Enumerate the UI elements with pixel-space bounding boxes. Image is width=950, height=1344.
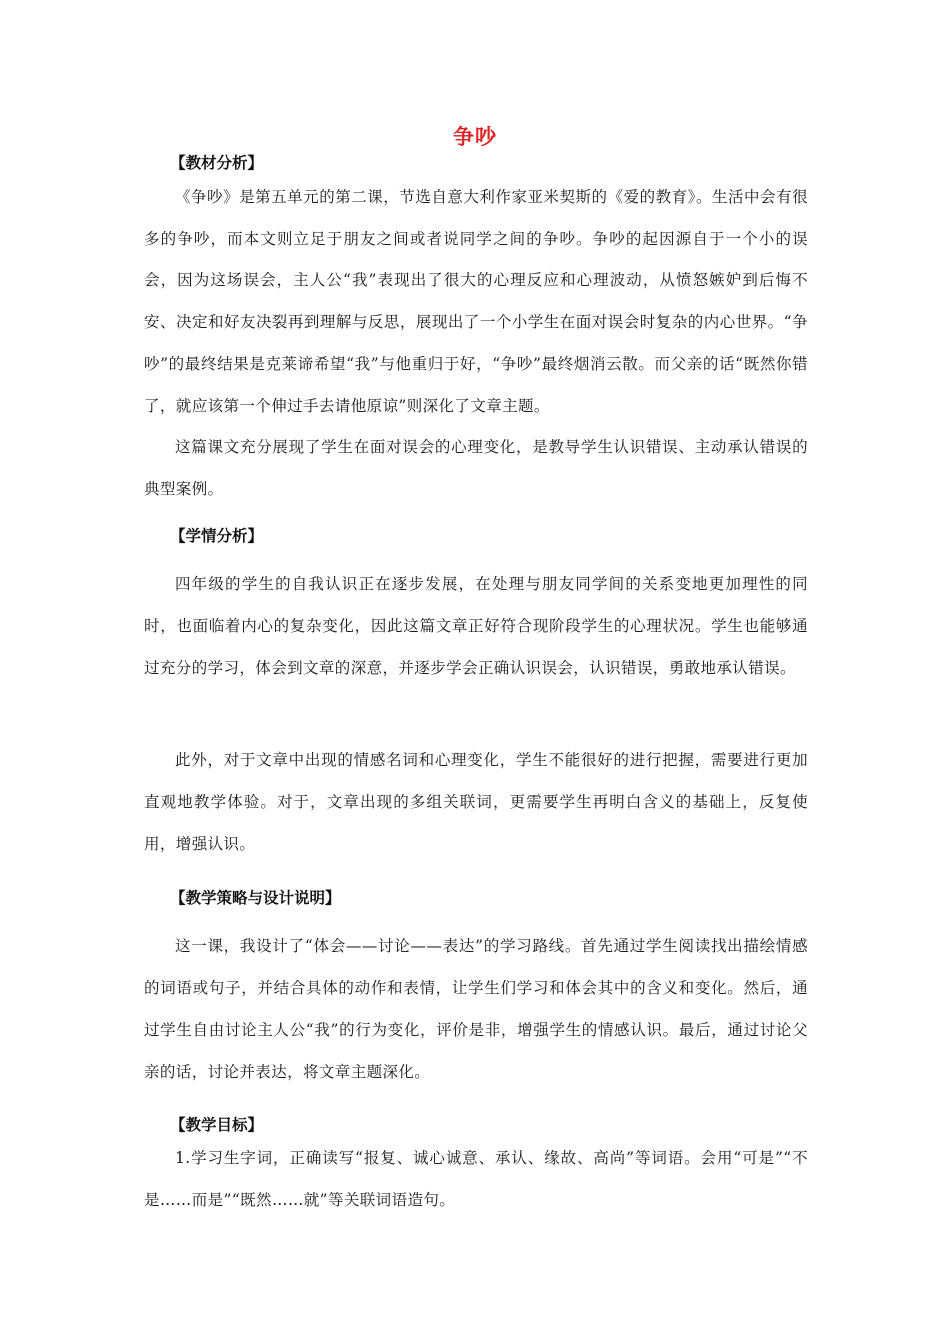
- paragraph-teaching-strategy-1: 这一课，我设计了“体会——讨论——表达”的学习路线。首先通过学生阅读找出描绘情感的词语或句子，并结合具体的动作和表情，让学生们学习和体会其中的含义和变化。然后，通过学生自由讨论主人公“我”的行为变化，评价是非，增强学生的情感认识。最后，通过讨论父亲的话，讨论并表达，将文章主题深化。: [144, 937, 808, 1081]
- document-title: 争吵: [453, 125, 497, 149]
- paragraph-textbook-analysis-1: 《争吵》是第五单元的第二课，节选自意大利作家亚米契斯的《爱的教育》。生活中会有很多的争吵，而本文则立足于朋友之间或者说同学之间的争吵。争吵的起因源自于一个小的误会，因为这场误会，主人公“我”表现出了很大的心理反应和心理波动，从愤怒嫉妒到后悔不安、决定和好友决裂再到理解与反思，展现出了一个小学生在面对误会时复杂的内心世界。“争吵”的最终结果是克莱谛希望“我”与他重归于好，“争吵”最终烟消云散。而父亲的话“既然你错了，就应该第一个伸过手去请他原谅”则深化了文章主题。: [144, 188, 808, 415]
- section-heading-student-analysis: 【学情分析】: [170, 527, 264, 545]
- section-heading-teaching-strategy: 【教学策略与设计说明】: [170, 889, 341, 907]
- section-heading-teaching-goals: 【教学目标】: [170, 1116, 264, 1134]
- section-heading-textbook-analysis: 【教材分析】: [170, 154, 264, 172]
- paragraph-textbook-analysis-2: 这篇课文充分展现了学生在面对误会的心理变化，是教导学生认识错误、主动承认错误的典型案例。: [144, 438, 808, 498]
- paragraph-teaching-goals-1: 1.学习生字词，正确读写“报复、诚心诚意、承认、缘故、高尚”等词语。会用“可是”“不是……而是”“既然……就”等关联词语造句。: [144, 1149, 808, 1209]
- paragraph-student-analysis-2: 此外，对于文章中出现的情感名词和心理变化，学生不能很好的进行把握，需要进行更加直观地教学体验。对于，文章出现的多组关联词，更需要学生再明白含义的基础上，反复使用，增强认识。: [144, 751, 808, 853]
- paragraph-student-analysis-1: 四年级的学生的自我认识正在逐步发展，在处理与朋友同学间的关系变地更加理性的同时，也面临着内心的复杂变化，因此这篇文章正好符合现阶段学生的心理状况。学生也能够通过充分的学习，体会到文章的深意，并逐步学会正确认识误会，认识错误，勇敢地承认错误。: [144, 575, 808, 677]
